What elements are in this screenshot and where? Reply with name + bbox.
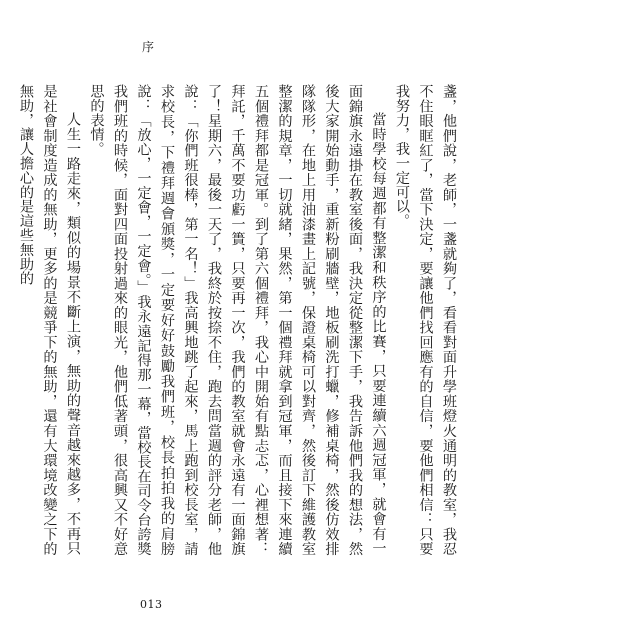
page-number: 013 <box>140 598 163 611</box>
paragraph-3: 人生一路走來，類似的場景不斷上演，無助的聲音越來越多，不再只是社會制度造成的無助，更多的是競爭下的無助，還有大環境改變之下的無助，讓人擔心的是這些無助的 <box>18 84 81 556</box>
paragraph-2: 當時學校每週都有整潔和秩序的比賽，只要連續六週冠軍，就會有一面錦旗永遠掛在教室後面，我決定從整潔下手，我告訴他們我的想法，然後大家開始動手，重新粉刷牆壁，地板刷洗打蠟，修補桌椅，然後仿效排隊隊形，在地上用油漆畫上記號，保證桌椅可以對齊，然後訂下維護教室整潔的規章，一切就緒，果然，第一個禮拜就拿到冠軍，而且接下來連續五個禮拜都是冠軍。到了第六個禮拜，我心中開始有點忐忑，心裡想著：拜託，千萬不要功虧一簣，只要再一次，我們的教室就會永遠有一面錦旗了！星期六，最後一天了，我終於按捺不住，跑去問當週的評分老師，他說：「你們班很棒，第一名！」我高興地跳了起來，馬上跑到校長室，請求校長，下禮拜週會頒獎，一定要好好鼓勵我們班，校長拍拍我的肩膀說：「放心，一定會，一定會。」我永遠記得那一幕，當校長在司令台誇獎我們班的時候，面對四面投射過來的眼光，他們低著頭，很高興又不好意思的表情。 <box>88 84 387 556</box>
paragraph-1: 盞，他們說，老師，一盞就夠了，看看對面升學班燈火通明的教室，我忍不住眼眶紅了，當下決定，要讓他們找回應有的自信，要他們相信：只要我努力，我一定可以。 <box>394 84 457 556</box>
chapter-title: 序 <box>142 40 156 54</box>
body-text <box>18 84 460 556</box>
